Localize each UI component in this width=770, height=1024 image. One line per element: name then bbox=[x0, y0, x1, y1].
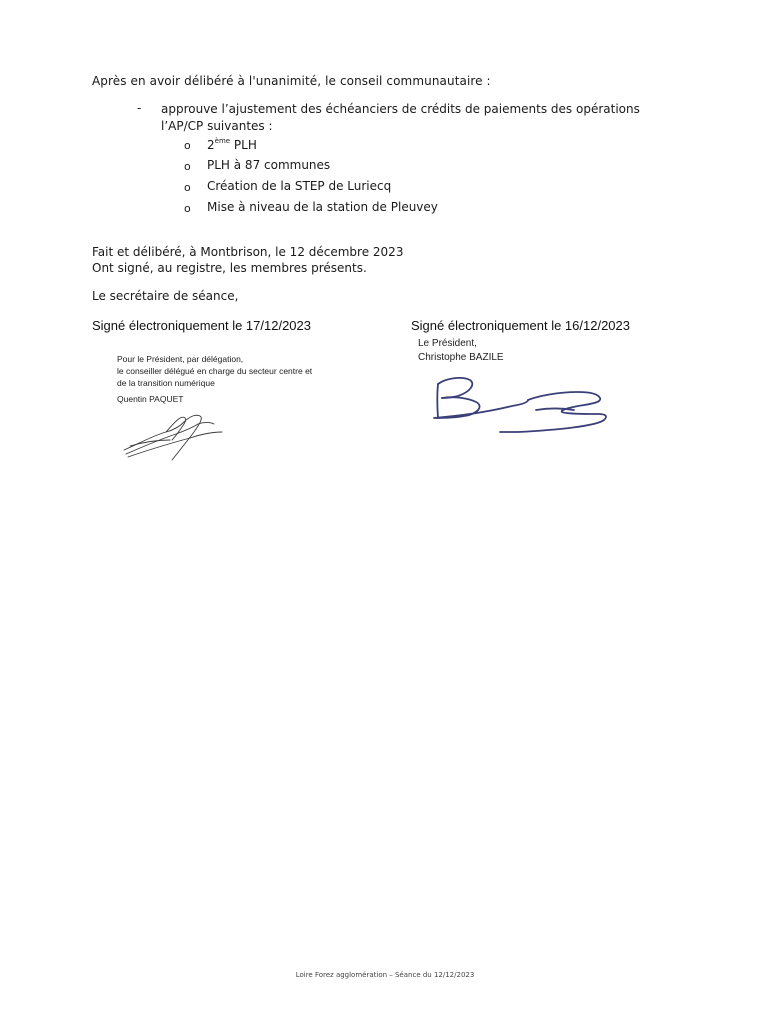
bullet-marker: o bbox=[184, 181, 191, 194]
delegation-line3: de la transition numérique bbox=[117, 378, 215, 388]
operation-superscript: ème bbox=[214, 137, 231, 145]
delegation-line2: le conseiller délégué en charge du secteur centre et bbox=[117, 366, 313, 376]
resolution-intro: Après en avoir délibéré à l'unanimité, le conseil communautaire : bbox=[92, 74, 491, 88]
page-footer: Loire Forez agglomération – Séance du 12/12/2023 bbox=[295, 971, 475, 979]
operation-item: Création de la STEP de Luriecq bbox=[207, 179, 392, 193]
handwritten-signature-right bbox=[428, 372, 618, 436]
operation-label: PLH bbox=[230, 138, 257, 152]
president-title: Le Président, bbox=[418, 338, 477, 349]
fait-delibere: Fait et délibéré, à Montbrison, le 12 décembre 2023 bbox=[92, 245, 404, 259]
list-dash: - bbox=[137, 101, 142, 115]
operation-item: Mise à niveau de la station de Pleuvey bbox=[207, 200, 438, 214]
delegation-line1: Pour le Président, par délégation, bbox=[117, 354, 244, 364]
signatory-name-left: Quentin PAQUET bbox=[117, 394, 184, 404]
approval-item-line1: approuve l’ajustement des échéanciers de crédits de paiements des opérations bbox=[161, 102, 640, 116]
handwritten-signature-left bbox=[118, 410, 228, 466]
operation-item bbox=[207, 137, 257, 152]
bullet-marker: o bbox=[184, 202, 191, 215]
operation-number: 2 bbox=[207, 138, 215, 152]
signatory-name-right: Christophe BAZILE bbox=[418, 352, 504, 363]
signed-electronically-left: Signé électroniquement le 17/12/2023 bbox=[92, 318, 311, 333]
bullet-marker: o bbox=[184, 139, 191, 152]
secretaire-label: Le secrétaire de séance, bbox=[92, 289, 239, 303]
approval-item bbox=[161, 101, 681, 135]
operation-item: PLH à 87 communes bbox=[207, 158, 331, 172]
ont-signe: Ont signé, au registre, les membres présents. bbox=[92, 261, 367, 275]
approval-item-line2: l’AP/CP suivantes : bbox=[161, 119, 273, 133]
bullet-marker: o bbox=[184, 160, 191, 173]
signed-electronically-right: Signé électroniquement le 16/12/2023 bbox=[411, 318, 630, 333]
